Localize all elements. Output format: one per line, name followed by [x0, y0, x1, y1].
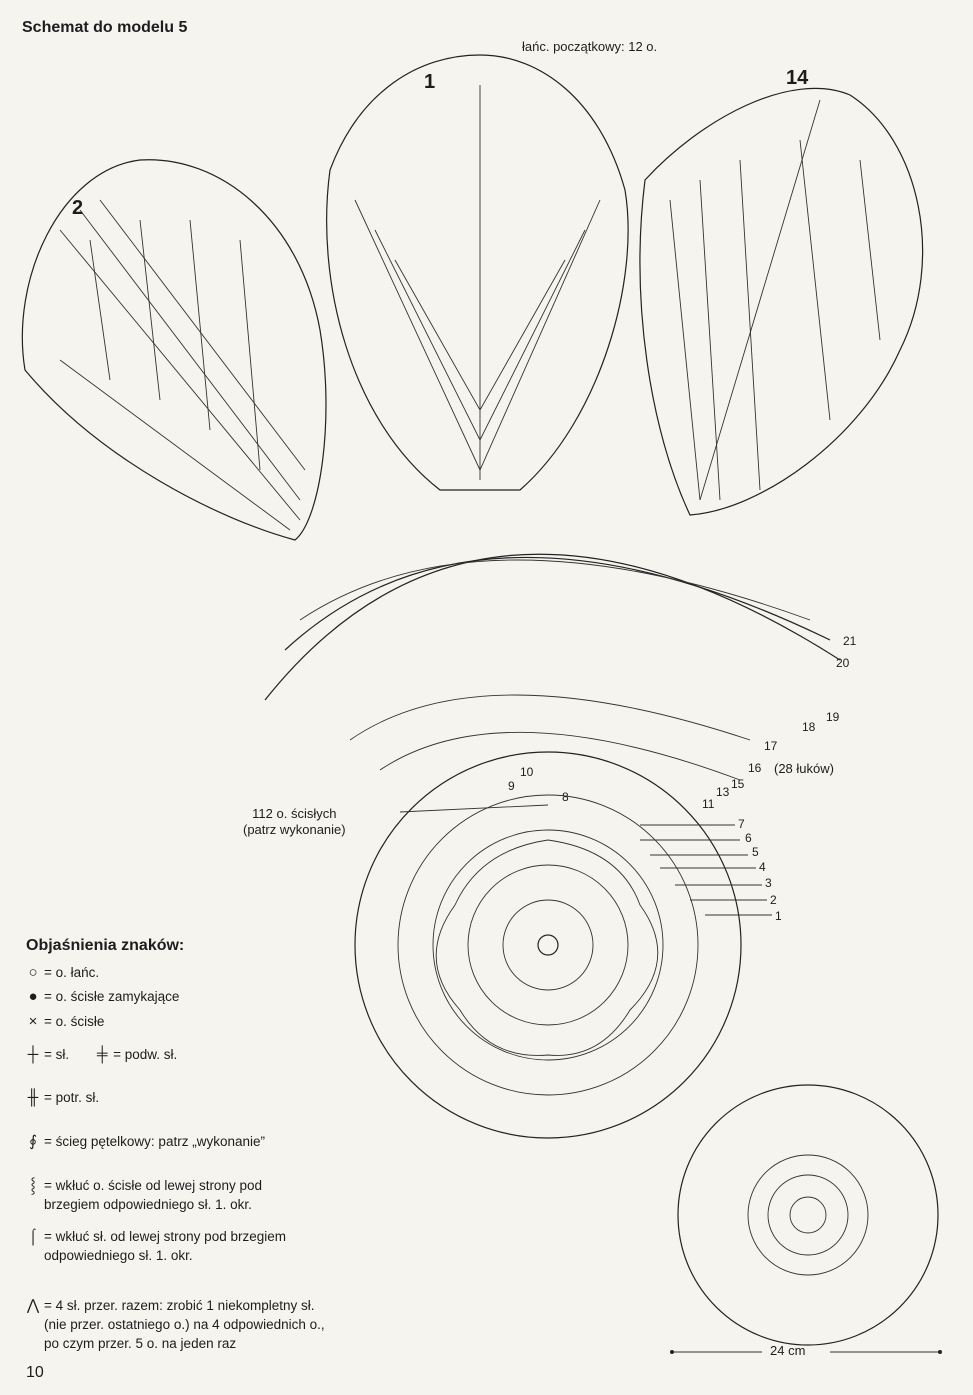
center-motif: [355, 752, 741, 1138]
sc-count-line1: 112 o. ścisłych: [252, 806, 337, 821]
row-number-9: 9: [508, 779, 515, 793]
legend-item-dc: [22, 1045, 177, 1064]
row-leader-lines: [400, 805, 772, 915]
treble-crochet-icon: ╪: [96, 1046, 108, 1063]
row-number-3: 3: [765, 876, 772, 890]
row-number-10: 10: [520, 765, 534, 779]
legend-item-sc: [22, 1012, 104, 1031]
legend-text-sc-under: = wkłuć o. ścisłe od lewej strony pod brzegiem odpowiedniego sł. 1. okr.: [44, 1178, 262, 1212]
legend-text-loop: = ścieg pętelkowy: patrz „wykonanie”: [44, 1134, 265, 1149]
chain-stitch-icon: ○: [28, 964, 38, 981]
row-number-4: 4: [759, 860, 766, 874]
sc-count-line2: (patrz wykonanie): [243, 822, 346, 837]
legend-text-4dc-together: = 4 sł. przer. razem: zrobić 1 niekompletny sł. (nie przer. ostatniego o.) na 4 odpowiednich o., po czym przer. 5 o. na jeden raz: [44, 1298, 325, 1351]
single-crochet-icon: ×: [28, 1013, 38, 1030]
legend-text-dc-under: = wkłuć sł. od lewej strony pod brzegiem odpowiedniego sł. 1. okr.: [44, 1229, 286, 1263]
legend-text-ttr: = potr. sł.: [44, 1090, 100, 1105]
row-number-15: 15: [731, 777, 745, 791]
legend-title: Objaśnienia znaków:: [26, 937, 185, 954]
legend-text-sc: = o. ścisłe: [44, 1014, 105, 1029]
leaf-label-2: 2: [72, 197, 84, 219]
thumbnail-doily: [678, 1085, 938, 1345]
row-number-5: 5: [752, 845, 759, 859]
leaf-label-1: 1: [424, 71, 436, 93]
sc-under-edge-icon: ⸾: [30, 1177, 36, 1194]
legend-item-4dc-together: [22, 1296, 325, 1353]
page-number: 10: [26, 1364, 44, 1381]
legend-text-chain: = o. łańc.: [44, 965, 100, 980]
four-dc-together-icon: ⋀: [26, 1297, 40, 1314]
leaf-center: [327, 55, 628, 490]
row-number-20: 20: [836, 656, 850, 670]
row-number-1: 1: [775, 909, 782, 923]
dimension-label: 24 cm: [770, 1343, 806, 1358]
row-number-17: 17: [764, 739, 778, 753]
triple-treble-icon: ╫: [27, 1089, 39, 1106]
row-number-16: 16: [748, 761, 762, 775]
legend-text-slip: = o. ścisłe zamykające: [44, 989, 180, 1004]
dc-under-edge-icon: ⌠: [28, 1228, 38, 1245]
row-number-11: 11: [702, 797, 715, 811]
row-number-8: 8: [562, 790, 569, 804]
loop-stitch-icon: ∮: [29, 1133, 37, 1150]
row-number-13: 13: [716, 785, 730, 799]
legend-text-tr: = podw. sł.: [113, 1047, 178, 1062]
row-number-21: 21: [843, 634, 857, 648]
slip-stitch-icon: ●: [28, 988, 38, 1005]
row-number-2: 2: [770, 893, 777, 907]
legend-item-chain: [22, 963, 99, 982]
leaf-label-14: 14: [786, 67, 809, 89]
double-crochet-icon: ┼: [27, 1046, 39, 1063]
row-number-19: 19: [826, 710, 840, 724]
row-number-7: 7: [738, 817, 745, 831]
start-chain-note: łańc. początkowy: 12 o.: [522, 39, 658, 54]
row-number-6: 6: [745, 831, 752, 845]
leaf-left: [22, 160, 326, 540]
sc-count-note: [243, 806, 346, 838]
page-title: Schemat do modelu 5: [22, 19, 188, 36]
legend-item-loop: [22, 1132, 265, 1151]
arcs-note: (28 łuków): [774, 761, 834, 776]
legend-item-dc-under: [22, 1227, 286, 1265]
arch-rows: [265, 554, 840, 780]
legend-text-dc: = sł.: [44, 1047, 70, 1062]
legend-item-sc-under: [22, 1176, 262, 1214]
legend-item-slip: [22, 987, 179, 1006]
dimension-line: [670, 1350, 942, 1354]
row-number-18: 18: [802, 720, 816, 734]
legend-item-ttr: [22, 1088, 99, 1107]
leaf-right: [640, 88, 923, 515]
